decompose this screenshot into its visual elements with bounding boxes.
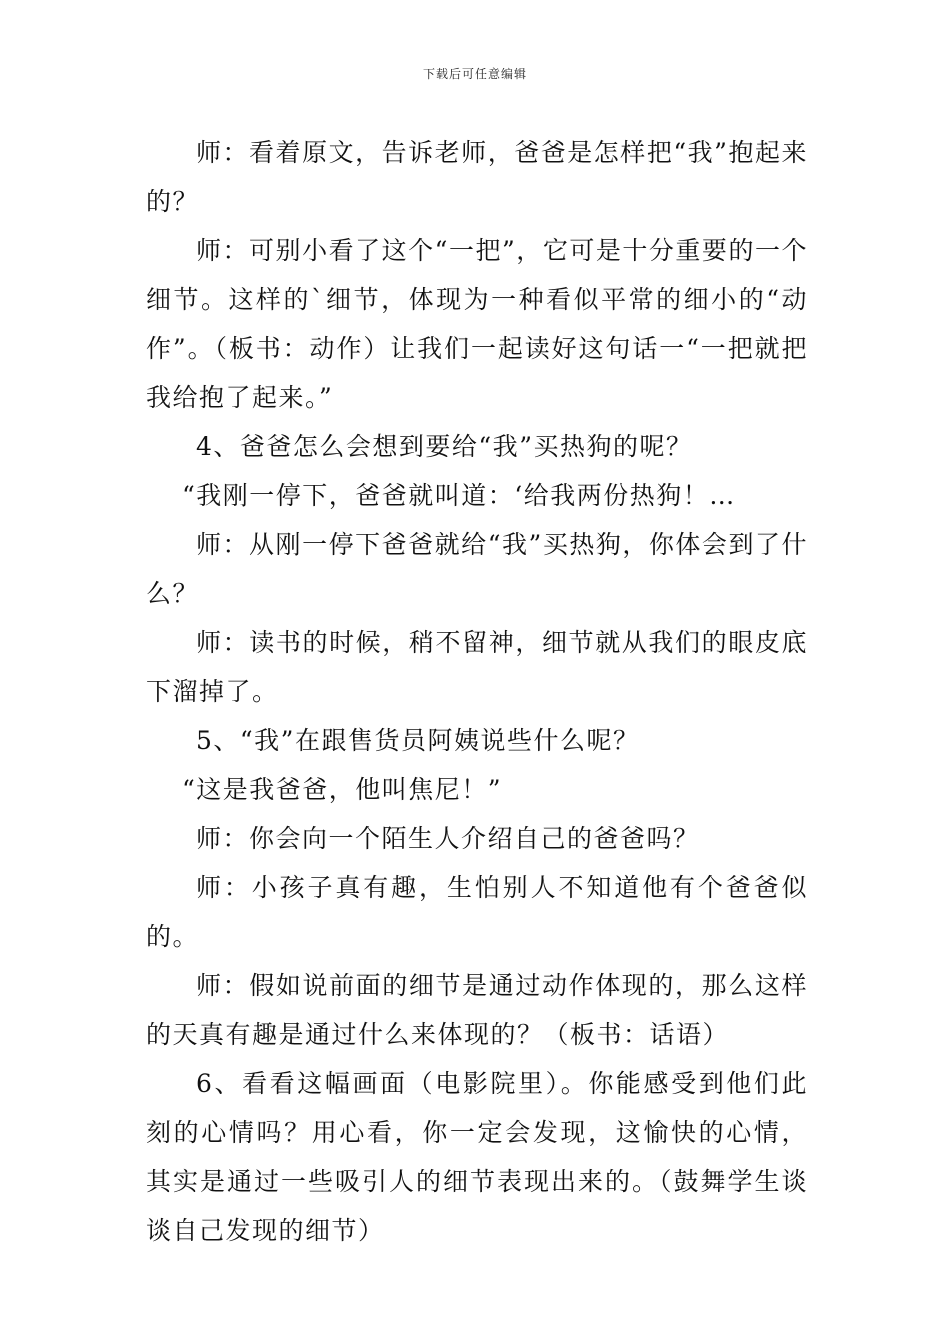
paragraph-teacher-introduce: 师：你会向一个陌生人介绍自己的爸爸吗？ bbox=[196, 824, 700, 853]
paragraph-teacher-speech: 师：假如说前面的细节是通过动作体现的，那么这样的天真有趣是通过什么来体现的？（板书：话语） bbox=[146, 971, 808, 1049]
paragraph-quote-hotdog: “我刚一停下，爸爸就叫道：‘给我两份热狗！… bbox=[182, 481, 736, 510]
paragraph-question-4: 4、爸爸怎么会想到要给“我”买热狗的呢？ bbox=[196, 432, 693, 461]
paragraph-teacher-question-hug: 师：看着原文，告诉老师，爸爸是怎样把“我”抱起来的？ bbox=[146, 138, 808, 216]
paragraph-teacher-feel: 师：从刚一停下爸爸就给“我”买热狗，你体会到了什么？ bbox=[146, 530, 808, 608]
page-header: 下载后可任意编辑 bbox=[422, 67, 527, 81]
paragraph-detail-action: 师：可别小看了这个“一把”，它可是十分重要的一个细节。这样的`细节，体现为一种看似平常的细小的“动作”。（板书：动作）让我们一起读好这句话一“一把就把我给抱了起来。” bbox=[146, 236, 808, 412]
paragraph-question-5: 5、“我”在跟售货员阿姨说些什么呢？ bbox=[196, 726, 640, 755]
paragraph-question-6: 6、看看这幅画面（电影院里）。你能感受到他们此刻的心情吗？用心看，你一定会发现，这愉快的心情，其实是通过一些吸引人的细节表现出来的。（鼓舞学生谈谈自己发现的细节） bbox=[146, 1069, 808, 1245]
paragraph-teacher-child: 师：小孩子真有趣，生怕别人不知道他有个爸爸似的。 bbox=[146, 873, 808, 951]
paragraph-teacher-reading: 师：读书的时候，稍不留神，细节就从我们的眼皮底下溜掉了。 bbox=[146, 628, 808, 706]
document-body bbox=[146, 128, 808, 1255]
paragraph-quote-dad: “这是我爸爸，他叫焦尼！” bbox=[182, 775, 503, 804]
